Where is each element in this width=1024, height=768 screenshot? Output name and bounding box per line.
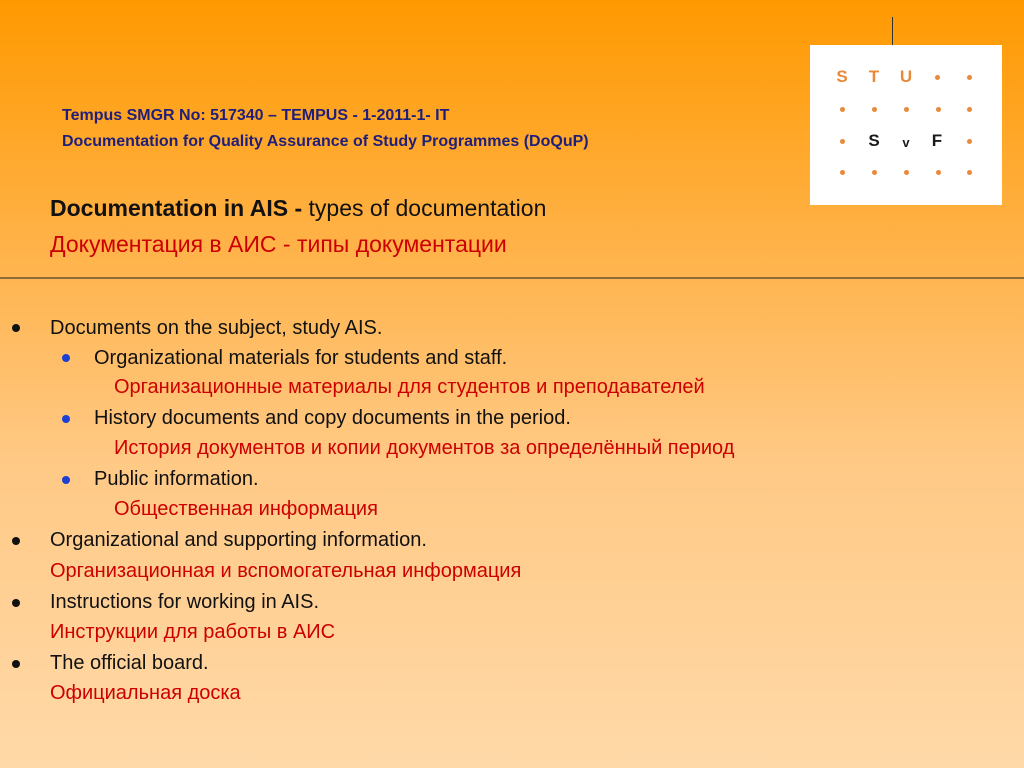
- logo-letter-f: F: [931, 131, 943, 150]
- logo-tick-mark: [892, 17, 893, 45]
- sub-list-item-ru: Организационные материалы для студентов и преподавателей: [114, 376, 705, 398]
- logo-letter-s-bottom: S: [868, 131, 880, 150]
- sub-bullet-icon: [62, 476, 70, 484]
- logo-dot: [936, 170, 941, 175]
- list-item-ru: Организационная и вспомогательная информация: [50, 560, 522, 582]
- sub-list-item-ru: История документов и копии документов за определённый период: [114, 437, 735, 459]
- project-title: Documentation for Quality Assurance of Study Programmes (DoQuP): [62, 133, 589, 150]
- bullet-icon: [12, 599, 20, 607]
- logo-dot: [967, 107, 972, 112]
- sub-list-item-ru: Общественная информация: [114, 498, 378, 520]
- list-item: Documents on the subject, study AIS.: [50, 317, 383, 339]
- logo-dot: [872, 107, 877, 112]
- slide-title-en-regular: types of documentation: [308, 195, 547, 221]
- slide-title-ru: Документация в АИС - типы документации: [50, 231, 507, 257]
- logo-dot: [936, 107, 941, 112]
- logo-letter-u: U: [899, 67, 913, 86]
- logo-dot: [935, 75, 940, 80]
- logo-dot: [840, 170, 845, 175]
- logo-dot: [840, 107, 845, 112]
- logo-dot: [967, 170, 972, 175]
- project-reference: Tempus SMGR No: 517340 – TEMPUS - 1-2011-1- IT: [62, 107, 450, 124]
- list-item-ru: Инструкции для работы в АИС: [50, 621, 336, 643]
- logo-dot: [904, 107, 909, 112]
- logo-dot: [872, 170, 877, 175]
- bullet-icon: [12, 324, 20, 332]
- sub-list-item: History documents and copy documents in the period.: [94, 407, 571, 429]
- stu-svf-logo: [810, 45, 1002, 205]
- sub-bullet-icon: [62, 354, 70, 362]
- slide-title-en-bold: Documentation in AIS -: [50, 195, 309, 221]
- slide-title-en: [50, 195, 546, 222]
- bullet-icon: [12, 537, 20, 545]
- sub-list-item: Organizational materials for students and staff.: [94, 347, 508, 369]
- list-item: Instructions for working in AIS.: [50, 591, 320, 613]
- logo-dot: [840, 139, 845, 144]
- list-item-ru: Официальная доска: [50, 682, 241, 704]
- logo-letter-t: T: [868, 67, 880, 86]
- bullet-icon: [12, 660, 20, 668]
- sub-list-item: Public information.: [94, 468, 259, 490]
- logo-dot: [967, 139, 972, 144]
- sub-bullet-icon: [62, 415, 70, 423]
- logo-dot: [967, 75, 972, 80]
- list-item: Organizational and supporting information.: [50, 529, 427, 551]
- title-divider: [0, 277, 1024, 279]
- logo-letter-s-top: S: [836, 67, 848, 86]
- logo-letter-v: v: [902, 135, 910, 150]
- logo-dot: [904, 170, 909, 175]
- list-item: The official board.: [50, 652, 209, 674]
